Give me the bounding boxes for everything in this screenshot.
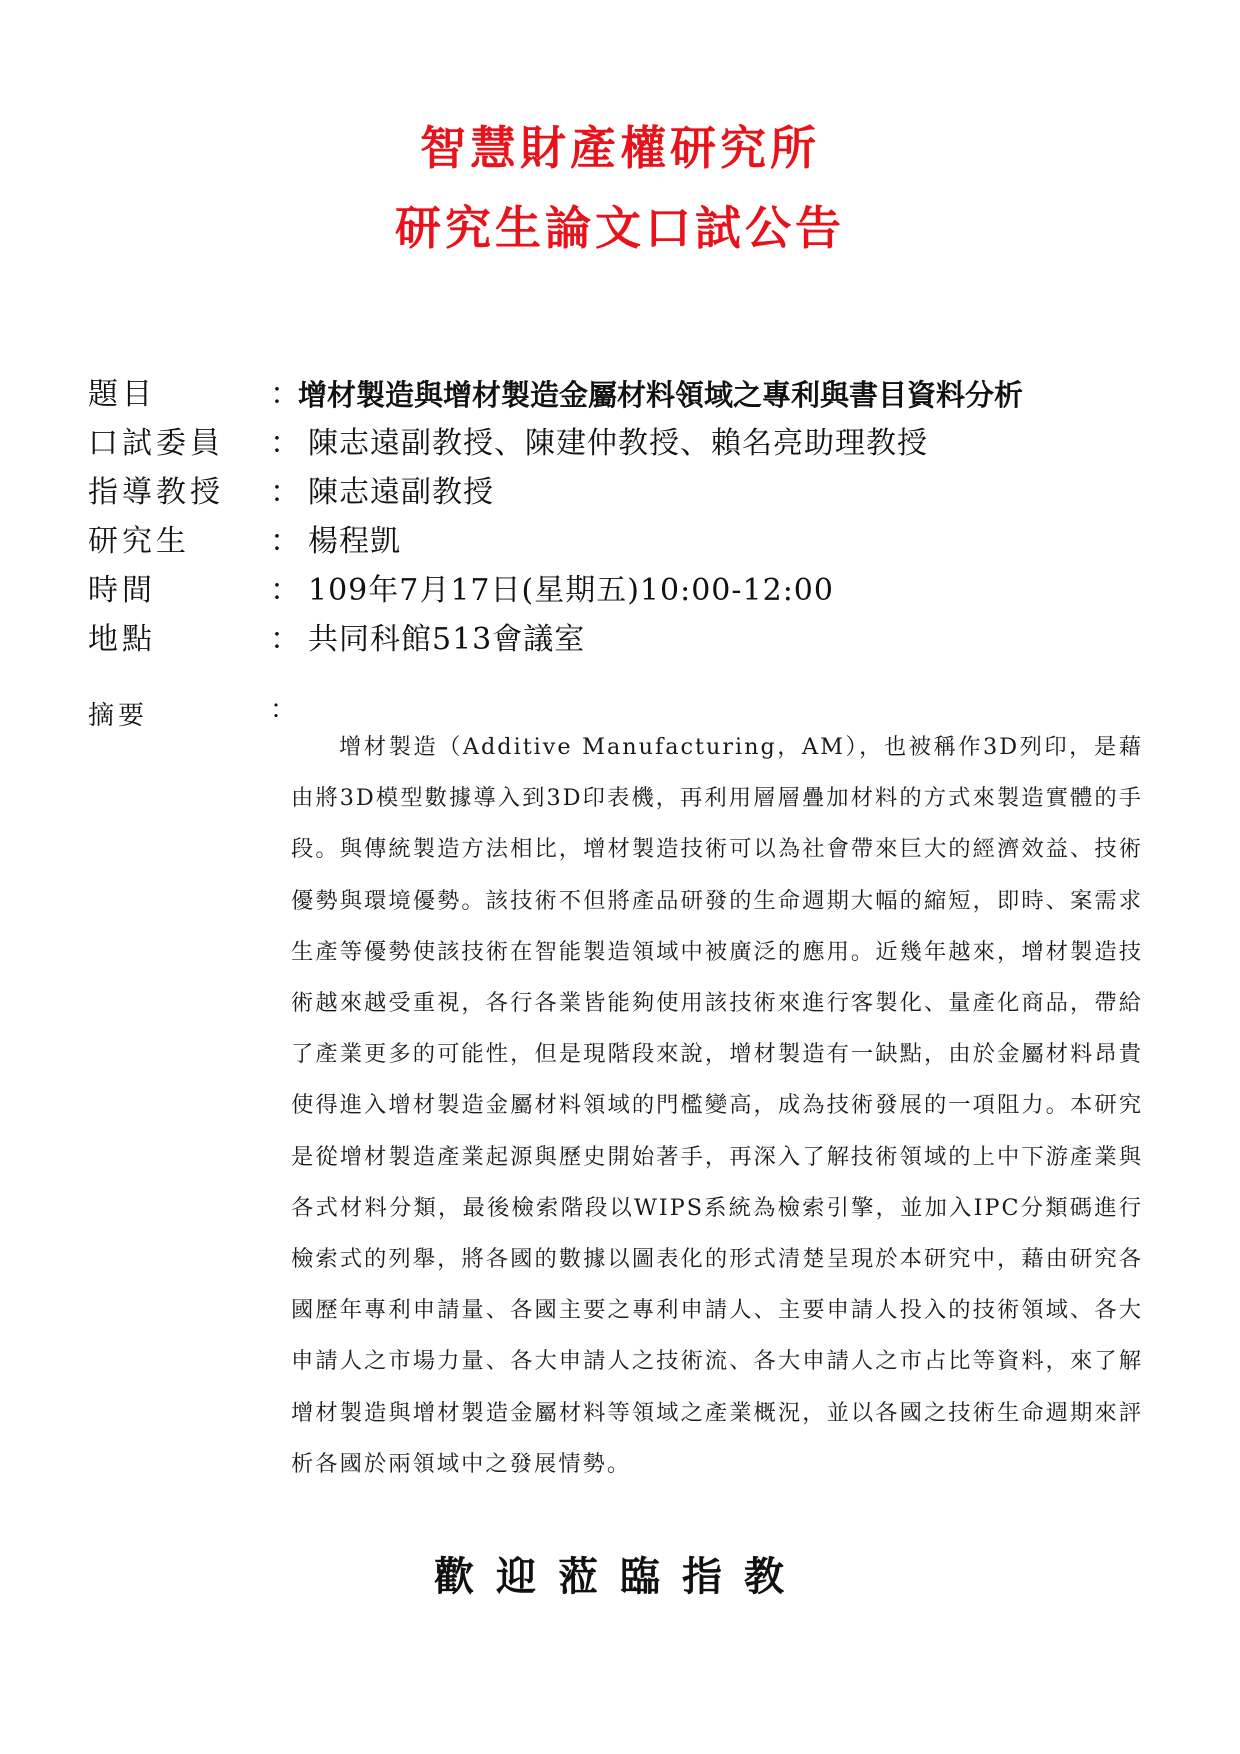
topic-colon: ： (270, 377, 300, 412)
location-value: 共同科館513會議室 (308, 622, 586, 657)
info-row-committee (88, 422, 1168, 466)
welcome-text: 歡迎蒞臨指教 (434, 1553, 806, 1600)
info-row-topic (88, 373, 1168, 417)
location-colon: ： (270, 622, 300, 657)
announcement-title: 研究生論文口試公告 (395, 201, 845, 255)
time-label: 時間 (88, 573, 156, 608)
topic-value: 增材製造與增材製造金屬材料領域之專利與書目資料分析 (298, 378, 1024, 412)
info-row-advisor (88, 471, 1168, 515)
student-label: 研究生 (88, 524, 190, 559)
info-row-location (88, 618, 1168, 662)
institute-title: 智慧財產權研究所 (420, 121, 820, 175)
abstract-text: 增材製造（Additive Manufacturing，AM），也被稱作3D列印，是藉由將3D模型數據導入到3D印表機，再利用層層疊加材料的方式來製造實體的手段。與傳統製造方法相比，增材製造技術可以為社會帶來巨大的經濟效益、技術優勢與環境優勢。該技術不但將產品研發的生命週期大幅的縮短，即時、案需求生產等優勢使該技術在智能製造領域中被廣泛的應用。近幾年越來，增材製造技術越來越受重視，各行各業皆能夠使用該技術來進行客製化、量產化商品，帶給了產業更多的可能性，但是現階段來說，增材製造有一缺點，由於金屬材料昂貴使得進入增材製造金屬材料領域的門檻變高，成為技術發展的一項阻力。本研究是從增材製造產業起源與歷史開始著手，再深入了解技術領域的上中下游產業與各式材料分類，最後檢索階段以WIPS系統為檢索引擎，並加入IPC分類碼進行檢索式的列舉，將各國的數據以圖表化的形式清楚呈現於本研究中，藉由研究各國歷年專利申請量、各國主要之專利申請人、主要申請人投入的技術領域、各大申請人之市場力量、各大申請人之技術流、各大申請人之市占比等資料，來了解增材製造與增材製造金屬材料等領域之產業概況，並以各國之技術生命週期來評析各國於兩領域中之發展情勢。 (291, 734, 1143, 1477)
location-label: 地點 (88, 622, 156, 657)
committee-colon: ： (270, 426, 300, 461)
time-colon: ： (270, 573, 300, 608)
student-colon: ： (270, 524, 300, 559)
advisor-colon: ： (270, 475, 300, 510)
advisor-value: 陳志遠副教授 (308, 475, 494, 510)
committee-value: 陳志遠副教授、陳建仲教授、賴名亮助理教授 (308, 426, 928, 461)
student-value: 楊程凱 (308, 524, 401, 559)
advisor-label: 指導教授 (88, 475, 224, 510)
topic-label: 題目 (88, 377, 156, 412)
abstract-colon: ： (270, 695, 297, 725)
time-value: 109年7月17日(星期五)10:00-12:00 (308, 573, 834, 608)
committee-label: 口試委員 (88, 426, 224, 461)
info-row-time (88, 569, 1168, 613)
abstract-label: 摘要 (88, 701, 149, 731)
info-row-student (88, 520, 1168, 564)
